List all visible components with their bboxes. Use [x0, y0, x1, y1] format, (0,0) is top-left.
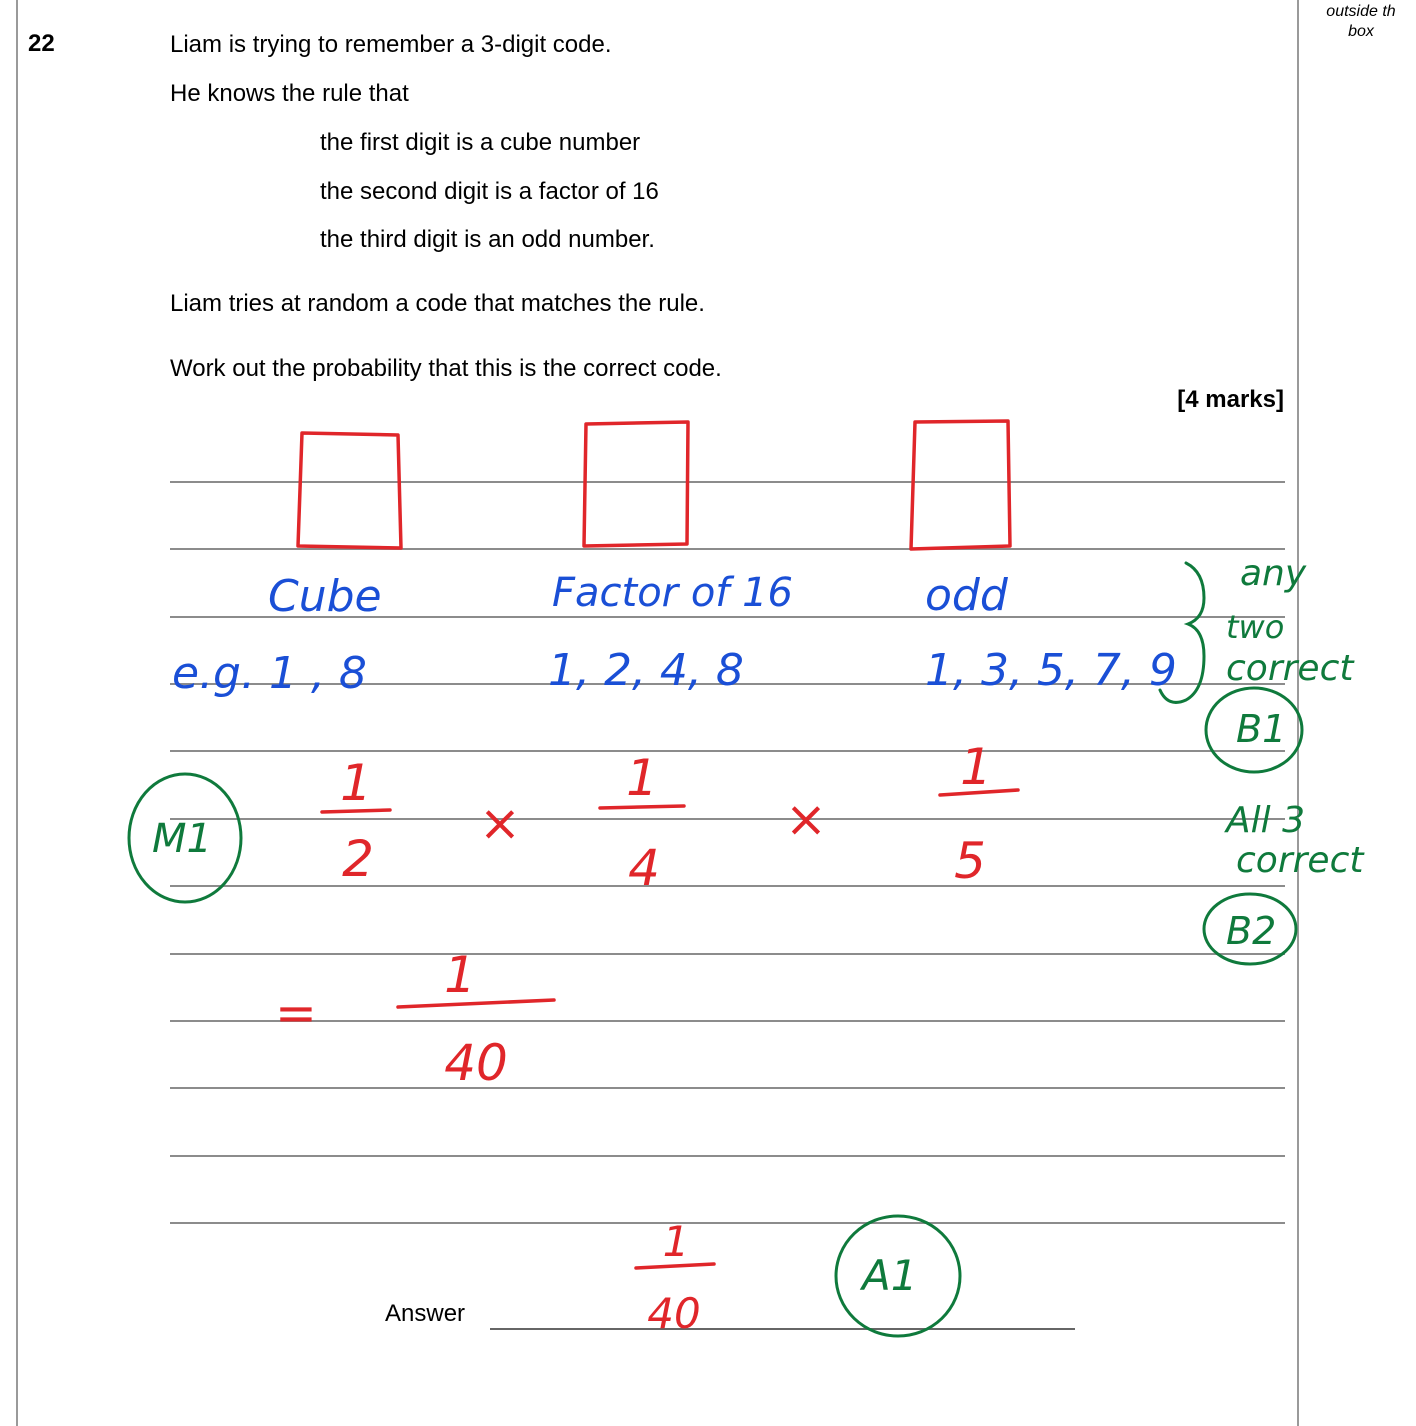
hw-fraction-2-denominator: 4 — [628, 839, 660, 897]
hw-result-denominator: 40 — [444, 1034, 508, 1092]
hw-odd: odd — [925, 570, 1008, 621]
marks-label: [4 marks] — [1177, 386, 1284, 413]
question-task: Work out the probability that this is the correct code. — [170, 355, 722, 382]
rule-item: the first digit is a cube number — [320, 129, 641, 156]
fraction-bar — [398, 1000, 554, 1007]
hw-all-3: All 3 — [1226, 800, 1305, 841]
hw-cube-values: e.g. 1 , 8 — [172, 648, 367, 699]
hw-cube: Cube — [268, 571, 382, 622]
hw-fraction-1-denominator: 2 — [342, 830, 374, 888]
hw-correct: correct — [1236, 840, 1364, 881]
hw-a1: A1 — [862, 1251, 918, 1300]
digit-box-1 — [298, 433, 401, 548]
hw-b1: B1 — [1236, 707, 1287, 751]
margin-note-line1: outside th — [1326, 3, 1396, 20]
question-number: 22 — [28, 30, 55, 57]
answer-label: Answer — [385, 1300, 466, 1327]
rule-item: the third digit is an odd number. — [320, 226, 655, 253]
hw-odd-values: 1, 3, 5, 7, 9 — [925, 645, 1177, 696]
hw-fraction-2-numerator: 1 — [626, 749, 658, 807]
hw-b2: B2 — [1226, 909, 1277, 953]
hw-factor: Factor of 16 — [552, 570, 793, 616]
margin-note-line2: box — [1348, 23, 1374, 40]
hw-m1: M1 — [152, 816, 212, 862]
question-statement: Liam tries at random a code that matches the rule. — [170, 290, 705, 317]
hw-answer-denominator: 40 — [647, 1289, 701, 1338]
hw-fraction-3-denominator: 5 — [954, 832, 986, 890]
hw-result-numerator: 1 — [444, 946, 476, 1004]
rule-item: the second digit is a factor of 16 — [320, 178, 659, 205]
digit-box-2 — [584, 422, 688, 546]
question-intro: Liam is trying to remember a 3-digit code. — [170, 31, 612, 58]
hw-answer-numerator: 1 — [662, 1217, 690, 1266]
digit-box-3 — [911, 421, 1010, 549]
hw-factor-values: 1, 2, 4, 8 — [548, 645, 744, 696]
hw-equals-sign: = — [275, 984, 317, 1042]
hw-fraction-1-numerator: 1 — [340, 754, 372, 812]
hw-fraction-3-numerator: 1 — [960, 738, 992, 796]
rule-lead: He knows the rule that — [170, 80, 409, 107]
hw-times-sign: × — [785, 790, 827, 848]
hw-two: two — [1226, 608, 1285, 646]
hw-correct: correct — [1226, 648, 1354, 689]
hw-any: any — [1240, 553, 1307, 594]
hw-times-sign: × — [479, 794, 521, 852]
